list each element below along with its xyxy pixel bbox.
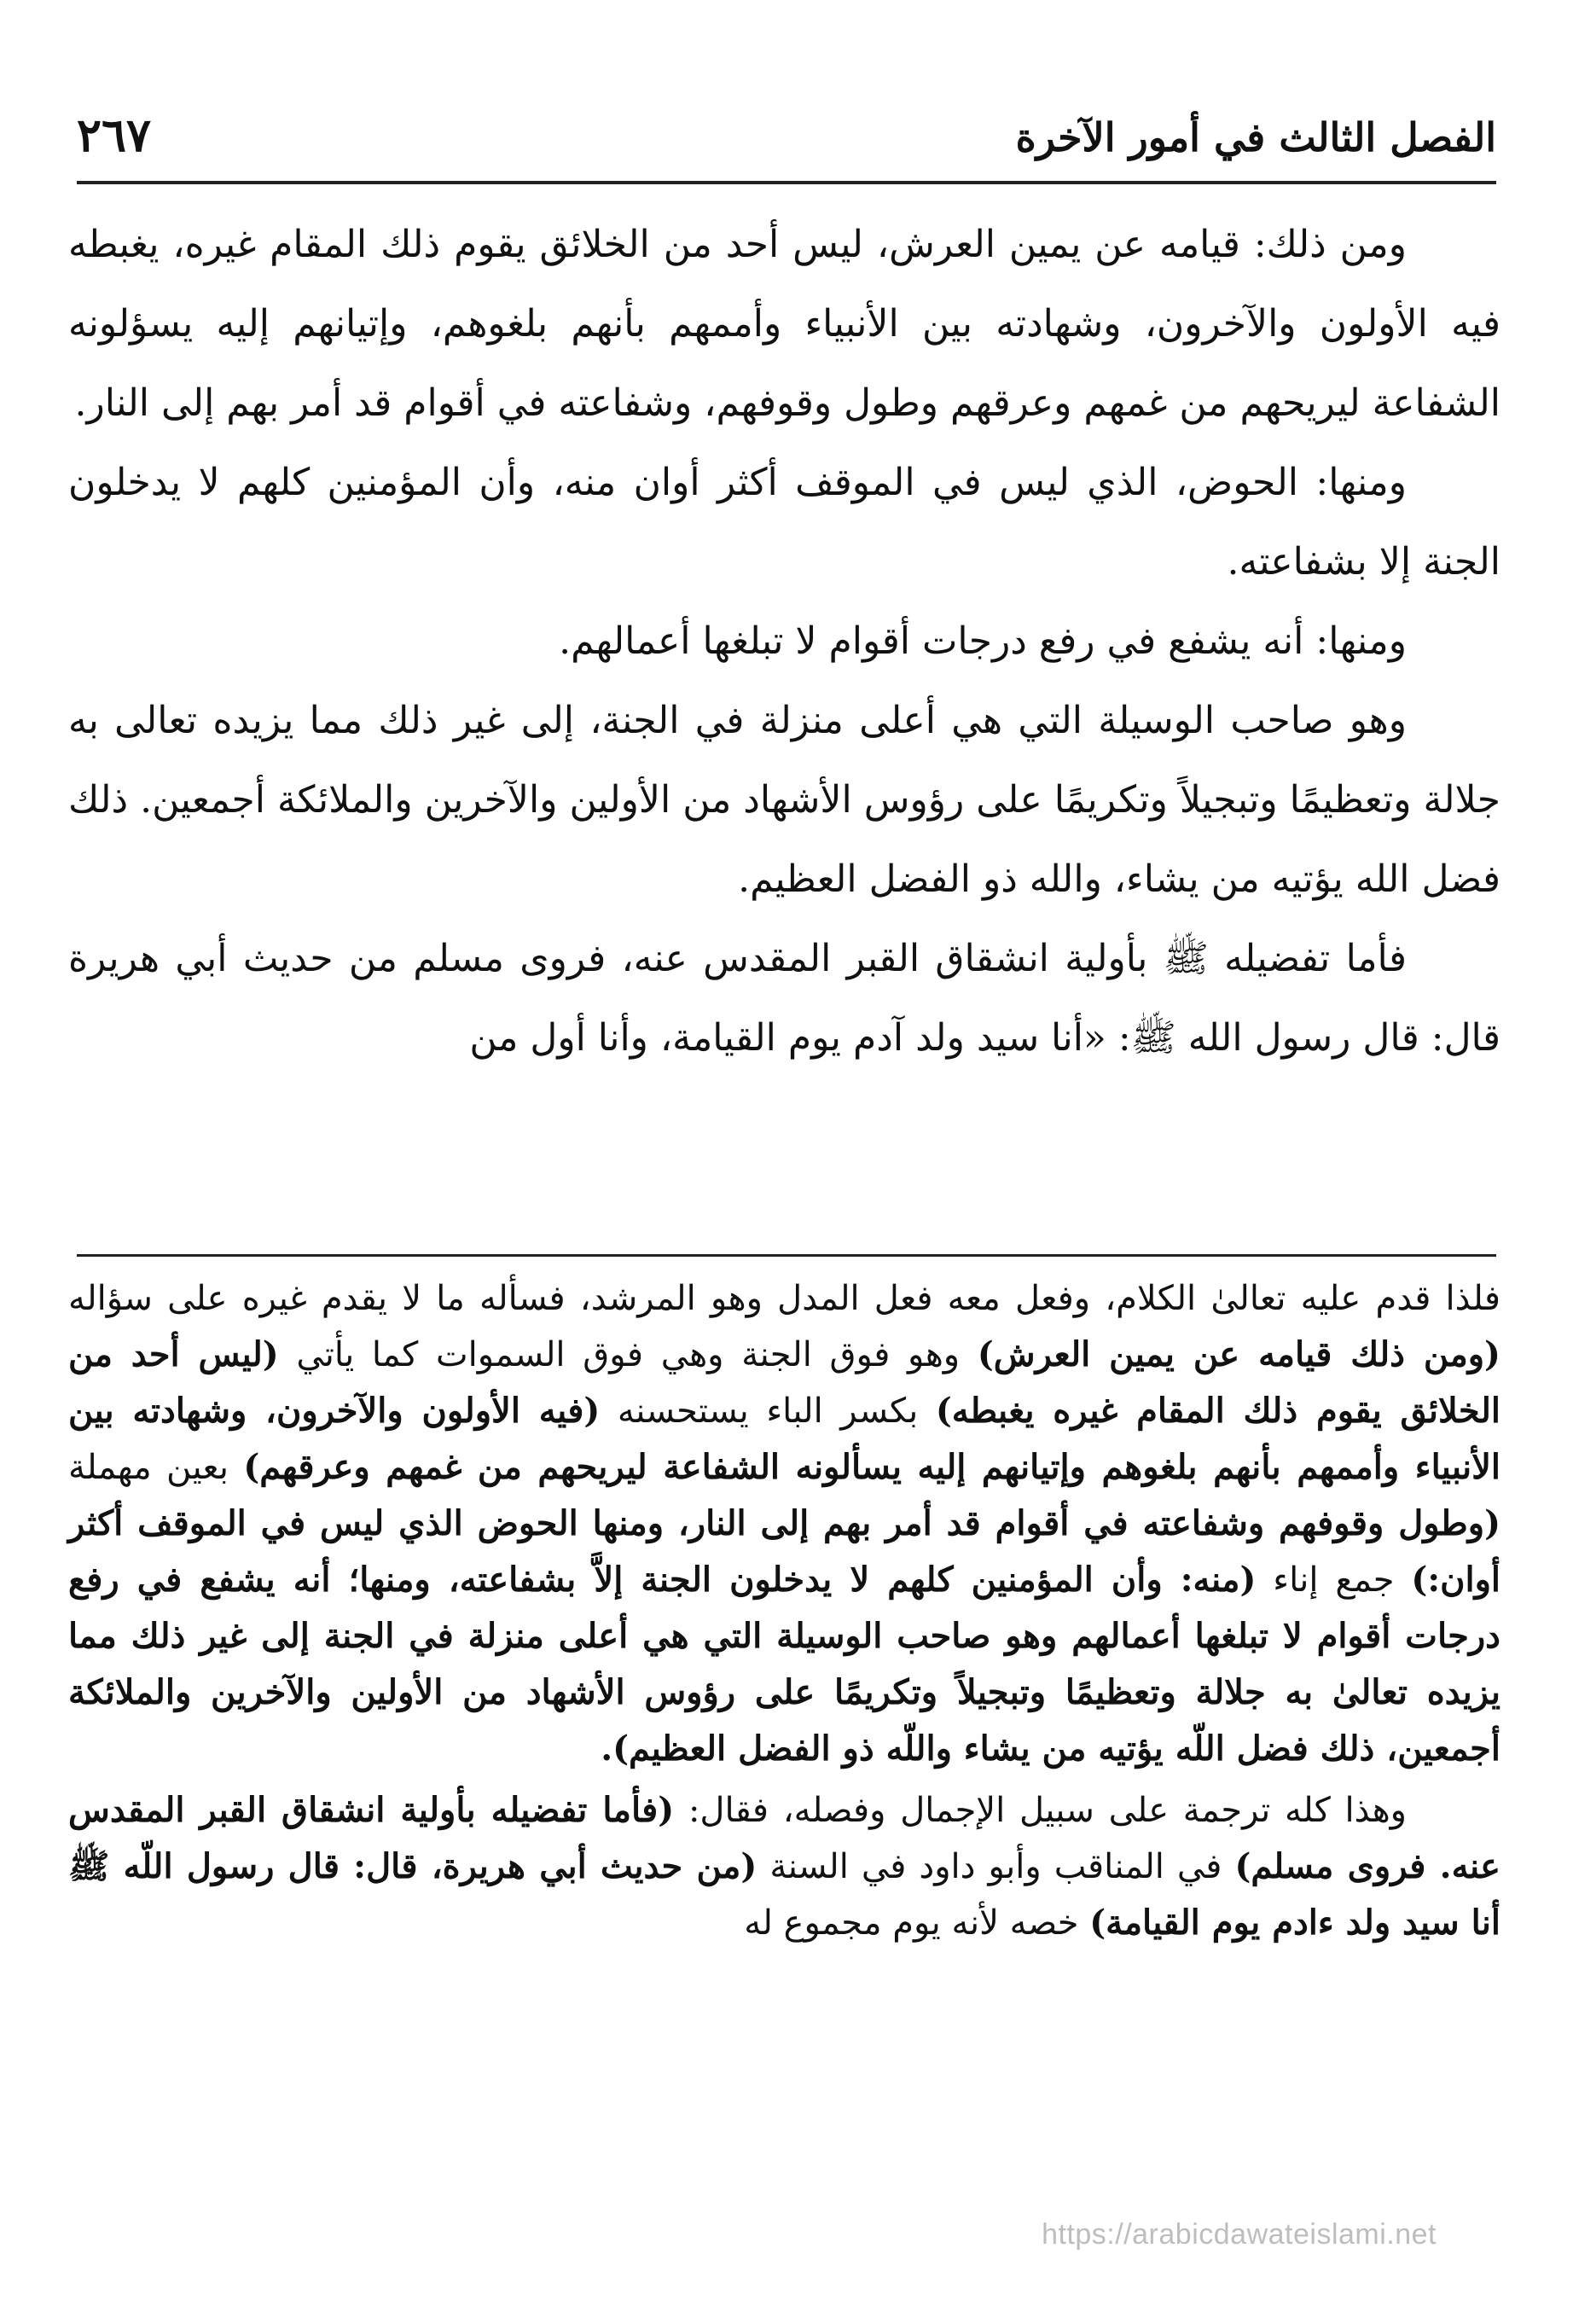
commentary-text bbox=[68, 1271, 1500, 2193]
quoted-text: (من حديث أبي هريرة، قال: قال رسول اللّه ﷺ أنا سيد ولد ءادم يوم القيامة) bbox=[68, 1846, 1500, 1943]
commentary-text-span: جمع إناء bbox=[1256, 1560, 1412, 1600]
running-header bbox=[77, 102, 1496, 179]
main-text bbox=[68, 205, 1500, 1241]
commentary-divider bbox=[77, 1254, 1496, 1257]
commentary-text-span: بعين مهملة bbox=[68, 1448, 244, 1487]
paragraph-3: ومنها: أنه يشفع في رفع درجات أقوام لا تبلغها أعمالهم. bbox=[559, 619, 1407, 663]
commentary-paragraph-2 bbox=[68, 1782, 1500, 1951]
quoted-text: (فيه الأولون والآخرون، وشهادته بين الأنبياء وأممهم بأنهم بلغوهم وإتيانهم إليه يسألونه الشفاعة ليريحهم من غمهم وعرقهم) bbox=[68, 1391, 1501, 1487]
watermark-url: https://arabicdawateislami.net bbox=[1042, 2218, 1437, 2251]
quoted-text: (ليس أحد من الخلائق يقوم ذلك المقام غيره يغبطه) bbox=[68, 1334, 1501, 1431]
paragraph-2: ومنها: الحوض، الذي ليس في الموقف أكثر أوان منه، وأن المؤمنين كلهم لا يدخلون الجنة إلا بشفاعته. bbox=[68, 461, 1500, 584]
commentary-text-span: فلذا قدم عليه تعالىٰ الكلام، وفعل معه فعل المدل وهو المرشد، فسأله ما لا يقدم غيره على سؤاله bbox=[68, 1279, 1500, 1318]
commentary-text-span: وهو فوق الجنة وهي فوق السموات كما يأتي bbox=[278, 1335, 978, 1374]
quoted-text: (فأما تفضيله بأولية انشقاق القبر المقدس عنه. فروى مسلم) bbox=[68, 1790, 1500, 1886]
commentary-text-span: في المناقب وأبو داود في السنة bbox=[757, 1847, 1235, 1886]
quoted-text: (وطول وقوفهم وشفاعته في أقوام قد أمر بهم إلى النار، ومنها الحوض الذي ليس في الموقف أكثر أوان:) bbox=[68, 1503, 1500, 1600]
commentary-text-span: بكسر الباء يستحسنه bbox=[600, 1391, 936, 1431]
quoted-text: (منه: وأن المؤمنين كلهم لا يدخلون الجنة إلاَّ بشفاعته، ومنها؛ أنه يشفع في رفع درجات أقوام لا تبلغها أعمالهم وهو صاحب الوسيلة التي هي أعلى منزلة في الجنة إلى غير ذلك مما يزيده تعالىٰ به جلالة وتعظيمًا وتبجيلاً وتكريمًا على رؤوس الأشهاد من الأولين والآخرين والملائكة أجمعين، ذلك فضل اللّه يؤتيه من يشاء واللّه ذو الفضل العظيم). bbox=[68, 1560, 1500, 1769]
header-divider bbox=[77, 181, 1496, 184]
page-number: ٢٦٧ bbox=[77, 107, 152, 162]
commentary-text-span: وهذا كله ترجمة على سبيل الإجمال وفصله، فقال: bbox=[674, 1791, 1407, 1830]
paragraph-5: فأما تفضيله ﷺ بأولية انشقاق القبر المقدس عنه، فروى مسلم من حديث أبي هريرة قال: قال رسول الله ﷺ: «أنا سيد ولد آدم يوم القيامة، وأنا أول من bbox=[68, 937, 1500, 1060]
commentary-paragraph-1 bbox=[68, 1271, 1500, 1777]
paragraph-4: وهو صاحب الوسيلة التي هي أعلى منزلة في الجنة، إلى غير ذلك مما يزيده تعالى به جلالة وتعظيمًا وتبجيلاً وتكريمًا على رؤوس الأشهاد من الأولين والآخرين والملائكة أجمعين. ذلك فضل الله يؤتيه من يشاء، والله ذو الفضل العظيم. bbox=[68, 699, 1500, 901]
chapter-title: الفصل الثالث في أمور الآخرة bbox=[1015, 114, 1496, 160]
quoted-text: (ومن ذلك قيامه عن يمين العرش) bbox=[977, 1334, 1500, 1374]
paragraph-1: ومن ذلك: قيامه عن يمين العرش، ليس أحد من الخلائق يقوم ذلك المقام غيره، يغبطه فيه الأولون والآخرون، وشهادته بين الأنبياء وأممهم بأنهم بلغوهم، وإتيانهم إليه يسؤلونه الشفاعة ليريحهم من غمهم وعرقهم وطول وقوفهم، وشفاعته في أقوام قد أمر بهم إلى النار. bbox=[68, 223, 1500, 425]
commentary-text-span: خصه لأنه يوم مجموع له bbox=[744, 1903, 1090, 1943]
